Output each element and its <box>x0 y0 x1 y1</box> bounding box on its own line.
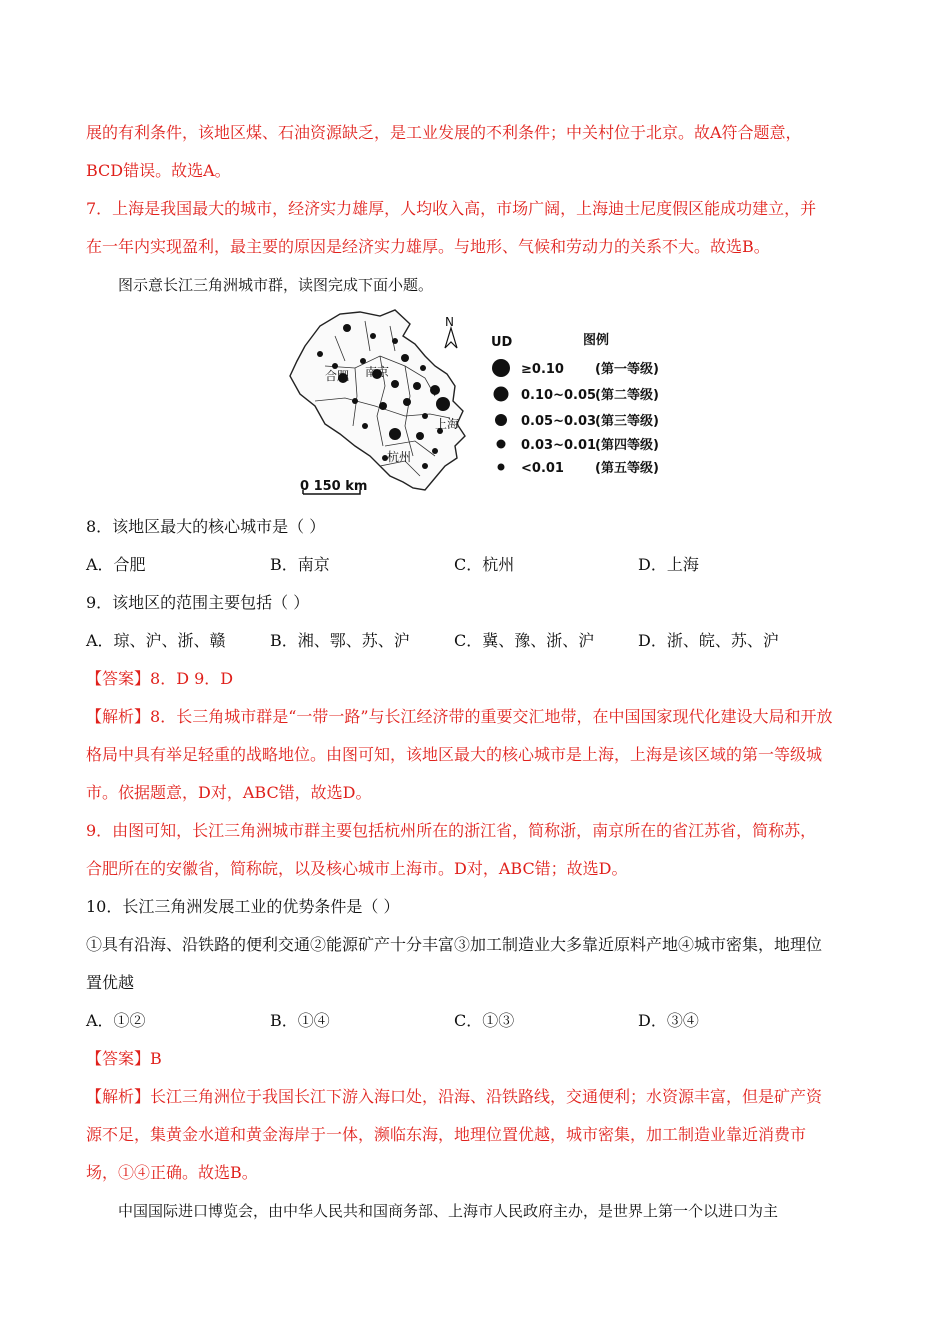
scale-text: 0 150 km <box>300 479 368 494</box>
map-figure <box>285 306 670 506</box>
legend-ud: UD <box>491 335 513 350</box>
legend-range-2: 0.10~0.05 <box>521 388 597 403</box>
legend-range-1: ≥0.10 <box>521 362 564 377</box>
north-label: N <box>445 315 454 329</box>
legend-range-4: 0.03~0.01 <box>521 438 597 453</box>
exp89-text-1: 8．长三角城市群是“一带一路”与长江经济带的重要交汇地带，在中国国家现代化建设大局和开放 <box>150 707 833 726</box>
exp10-line-1 <box>86 1086 876 1108</box>
explanation-tag: 【解析】 <box>86 707 151 726</box>
legend-dot-4 <box>497 440 506 449</box>
legend-range-5: <0.01 <box>521 461 564 476</box>
exp-prev-line-2: BCD错误。故选A。 <box>86 161 231 180</box>
q10-option-a[interactable]: A．①② <box>86 1011 146 1030</box>
q8-option-c[interactable]: C．杭州 <box>454 555 515 574</box>
exp89-line-5: 合肥所在的安徽省，简称皖，以及核心城市上海市。D对，ABC错；故选D。 <box>86 859 628 878</box>
q10-stem: 10．长江三角洲发展工业的优势条件是（ ） <box>86 897 400 916</box>
answer-8-9 <box>86 668 876 690</box>
exp7-line-1: 7．上海是我国最大的城市，经济实力雄厚，人均收入高，市场广阔，上海迪士尼度假区能成功建立，并 <box>86 199 817 218</box>
q9-option-b[interactable]: B．湘、鄂、苏、沪 <box>270 631 410 650</box>
map-intro: 图示意长江三角洲城市群，读图完成下面小题。 <box>118 276 434 294</box>
exp89-line-3: 市。依据题意，D对，ABC错，故选D。 <box>86 783 372 802</box>
city-label-hangzhou: 杭州 <box>387 450 412 464</box>
legend-dot-1 <box>492 359 510 377</box>
q8-stem: 8．该地区最大的核心城市是（ ） <box>86 517 326 536</box>
q10-statements-2: 置优越 <box>86 973 135 992</box>
answer-text: 8．D 9．D <box>150 669 234 688</box>
legend-range-3: 0.05~0.03 <box>521 414 597 429</box>
next-passage-line: 中国国际进口博览会，由中华人民共和国商务部、上海市人民政府主办，是世界上第一个以进口为主 <box>118 1202 779 1220</box>
city-label-shanghai: 上海 <box>435 417 460 431</box>
legend-grade-2: (第二等级) <box>595 388 659 403</box>
q8-option-d[interactable]: D．上海 <box>638 555 699 574</box>
q8-option-a[interactable]: A．合肥 <box>86 555 146 574</box>
legend-dot-2 <box>494 387 509 402</box>
exp-prev-line-1: 展的有利条件，该地区煤、石油资源缺乏，是工业发展的不利条件；中关村位于北京。故A符合题意， <box>86 123 802 142</box>
legend-grade-5: (第五等级) <box>595 461 659 476</box>
answer-text-10: B <box>150 1049 162 1068</box>
q9-stem: 9．该地区的范围主要包括（ ） <box>86 593 310 612</box>
exp10-line-2: 源不足，集黄金水道和黄金海岸于一体，濒临东海，地理位置优越，城市密集，加工制造业靠近消费市 <box>86 1125 807 1144</box>
exp89-line-4: 9．由图可知，长江三角洲城市群主要包括杭州所在的浙江省，简称浙，南京所在的省江苏省，简称苏， <box>86 821 817 840</box>
exp10-text-1: 长江三角洲位于我国长江下游入海口处，沿海、沿铁路线，交通便利；水资源丰富，但是矿产资 <box>150 1087 823 1106</box>
q10-option-b[interactable]: B．①④ <box>270 1011 330 1030</box>
q8-option-b[interactable]: B．南京 <box>270 555 330 574</box>
explanation-tag-10: 【解析】 <box>86 1087 151 1106</box>
exp89-line-1 <box>86 706 876 728</box>
north-arrow-icon <box>445 328 457 348</box>
answer-tag: 【答案】 <box>86 669 151 688</box>
answer-tag-10: 【答案】 <box>86 1049 151 1068</box>
legend-grade-3: (第三等级) <box>595 414 659 429</box>
legend-grade-1: (第一等级) <box>595 362 659 377</box>
legend-dot-3 <box>495 414 507 426</box>
legend-title: 图例 <box>583 333 610 348</box>
q10-option-d[interactable]: D．③④ <box>638 1011 699 1030</box>
q9-option-c[interactable]: C．冀、豫、浙、沪 <box>454 631 595 650</box>
city-label-hefei: 合肥 <box>325 369 350 383</box>
yangtze-delta-map <box>285 306 670 506</box>
exp10-line-3: 场，①④正确。故选B。 <box>86 1163 258 1182</box>
exp7-line-2: 在一年内实现盈利，最主要的原因是经济实力雄厚。与地形、气候和劳动力的关系不大。故选B。 <box>86 237 770 256</box>
q10-option-c[interactable]: C．①③ <box>454 1011 515 1030</box>
answer-10 <box>86 1048 876 1070</box>
city-label-nanjing: 南京 <box>365 365 390 379</box>
legend-dot-5 <box>498 464 505 471</box>
exp89-line-2: 格局中具有举足轻重的战略地位。由图可知，该地区最大的核心城市是上海，上海是该区域的第一等级城 <box>86 745 823 764</box>
q9-option-d[interactable]: D．浙、皖、苏、沪 <box>638 631 779 650</box>
legend-grade-4: (第四等级) <box>595 438 659 453</box>
q10-statements-1: ①具有沿海、沿铁路的便利交通②能源矿产十分丰富③加工制造业大多靠近原料产地④城市密集，地理位 <box>86 935 823 954</box>
q9-option-a[interactable]: A．琼、沪、浙、赣 <box>86 631 226 650</box>
